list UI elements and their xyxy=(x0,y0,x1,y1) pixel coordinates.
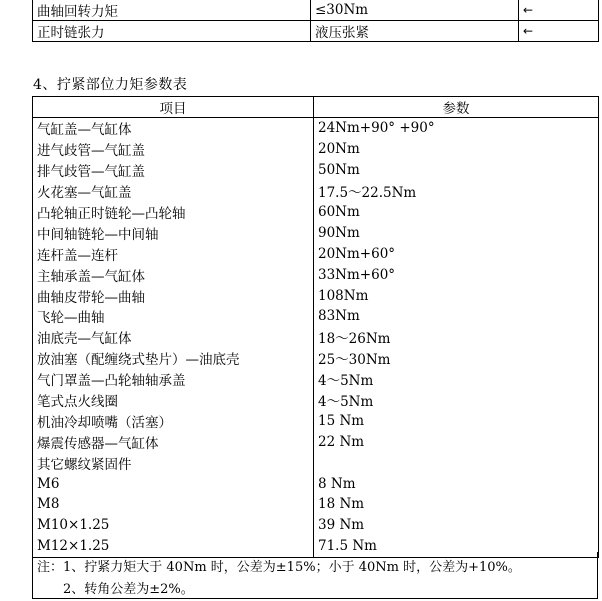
row-item: 爆震传感器—气缸体 xyxy=(33,431,314,452)
table-row xyxy=(33,181,599,202)
row-item: 主轴承盖—气缸体 xyxy=(33,264,314,285)
row-param: 20Nm xyxy=(314,139,599,160)
table-row xyxy=(33,515,599,536)
row-item: 其它螺纹紧固件 xyxy=(33,452,314,473)
table-row xyxy=(33,0,599,21)
row-param: 15 Nm xyxy=(314,410,599,431)
row-param: 4～5Nm xyxy=(314,390,599,411)
spec-item: 曲轴回转力矩 xyxy=(33,0,311,21)
left-arrow-icon: ← xyxy=(519,21,599,42)
row-param: 24Nm+90° +90° xyxy=(314,118,599,139)
note-line-2: 2、转角公差为±2%。 xyxy=(63,582,194,597)
table-row xyxy=(33,473,599,494)
spec-value: ≤30Nm xyxy=(311,0,519,21)
spec-value: 液压张紧 xyxy=(311,21,519,42)
row-item: 中间轴链轮—中间轴 xyxy=(33,222,314,243)
row-item: M8 xyxy=(33,494,314,515)
row-item: 笔式点火线圈 xyxy=(33,390,314,411)
row-item: 气门罩盖—凸轮轴轴承盖 xyxy=(33,369,314,390)
left-arrow-icon: ← xyxy=(519,0,599,21)
row-item: M10×1.25 xyxy=(33,515,314,536)
spec-item: 正时链张力 xyxy=(33,21,311,42)
row-param: 90Nm xyxy=(314,222,599,243)
row-item: 放油塞（配缠绕式垫片）—油底壳 xyxy=(33,348,314,369)
top-spec-table xyxy=(32,0,599,42)
row-param: 108Nm xyxy=(314,285,599,306)
row-item: 凸轮轴正时链轮—凸轮轴 xyxy=(33,202,314,223)
row-param: 50Nm xyxy=(314,160,599,181)
row-item: 火花塞—气缸盖 xyxy=(33,181,314,202)
note-line-1: 注：1、拧紧力矩大于 40Nm 时，公差为±15%；小于 40Nm 时，公差为+10%。 xyxy=(37,560,521,575)
row-param: 18 Nm xyxy=(314,494,599,515)
row-param: 22 Nm xyxy=(314,431,599,452)
table-row xyxy=(33,139,599,160)
row-item: 机油冷却喷嘴（活塞） xyxy=(33,410,314,431)
column-header-item: 项目 xyxy=(33,97,314,118)
table-row xyxy=(33,306,599,327)
table-row xyxy=(33,243,599,264)
row-item: 气缸盖—气缸体 xyxy=(33,118,314,139)
notes-box xyxy=(32,552,598,599)
table-row xyxy=(33,222,599,243)
row-param: 33Nm+60° xyxy=(314,264,599,285)
row-param: 71.5 Nm xyxy=(314,536,599,557)
torque-table xyxy=(32,96,599,558)
row-param: 8 Nm xyxy=(314,473,599,494)
row-item: 排气歧管—气缸盖 xyxy=(33,160,314,181)
row-item: 油底壳—气缸体 xyxy=(33,327,314,348)
section-title: 4、拧紧部位力矩参数表 xyxy=(33,77,188,93)
table-row xyxy=(33,285,599,306)
row-param: 39 Nm xyxy=(314,515,599,536)
table-row xyxy=(33,369,599,390)
row-item: 曲轴皮带轮—曲轴 xyxy=(33,285,314,306)
row-param xyxy=(314,452,599,473)
row-param: 20Nm+60° xyxy=(314,243,599,264)
row-param: 83Nm xyxy=(314,306,599,327)
row-item: 连杆盖—连杆 xyxy=(33,243,314,264)
table-row xyxy=(33,452,599,473)
table-row xyxy=(33,160,599,181)
table-row xyxy=(33,202,599,223)
row-item: M6 xyxy=(33,473,314,494)
table-row xyxy=(33,264,599,285)
table-row xyxy=(33,348,599,369)
table-row xyxy=(33,327,599,348)
row-param: 60Nm xyxy=(314,202,599,223)
table-row xyxy=(33,410,599,431)
table-header-row xyxy=(33,97,599,118)
row-item: 飞轮—曲轴 xyxy=(33,306,314,327)
table-row xyxy=(33,118,599,139)
row-param: 25～30Nm xyxy=(314,348,599,369)
table-row xyxy=(33,21,599,42)
row-param: 17.5～22.5Nm xyxy=(314,181,599,202)
column-header-param: 参数 xyxy=(314,97,599,118)
table-row xyxy=(33,390,599,411)
table-row xyxy=(33,431,599,452)
table-row xyxy=(33,494,599,515)
row-item: 进气歧管—气缸盖 xyxy=(33,139,314,160)
row-param: 18～26Nm xyxy=(314,327,599,348)
row-item: M12×1.25 xyxy=(33,536,314,557)
row-param: 4～5Nm xyxy=(314,369,599,390)
